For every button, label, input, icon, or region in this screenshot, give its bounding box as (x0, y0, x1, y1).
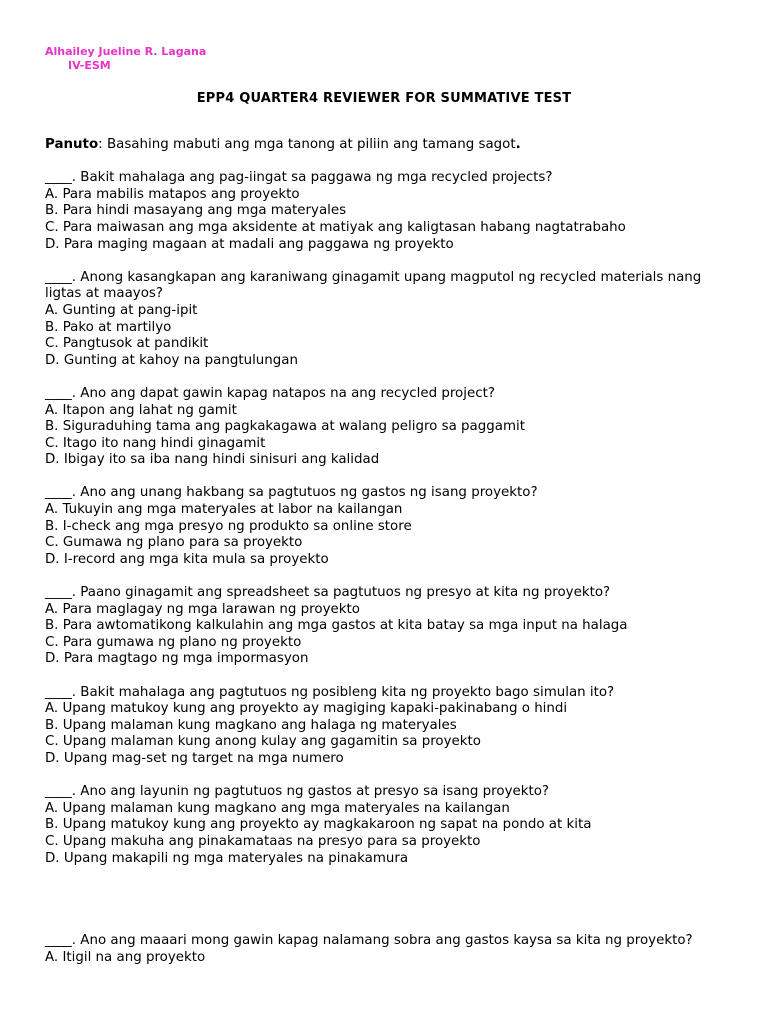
question-stem: ____. Ano ang unang hakbang sa pagtutuos ng gastos ng isang proyekto? (45, 485, 538, 501)
choice-a: A. Para maglagay ng mga larawan ng proyekto (45, 601, 360, 617)
choice-d: D. Para maging magaan at madali ang paggawa ng proyekto (45, 236, 454, 252)
author-block (45, 45, 206, 73)
question-stem: ____. Ano ang layunin ng pagtutuos ng gastos at presyo sa isang proyekto? (45, 784, 550, 800)
question-stem: ____. Paano ginagamit ang spreadsheet sa pagtutuos ng presyo at kita ng proyekto? (45, 585, 611, 601)
document-body (45, 137, 735, 983)
author-grade: IV-ESM (68, 59, 111, 72)
choice-c: C. Gumawa ng plano para sa proyekto (45, 535, 303, 551)
choice-a: A. Gunting at pang-ipit (45, 302, 198, 318)
question-stem: ____. Ano ang maaari mong gawin kapag nalamang sobra ang gastos kaysa sa kita ng proyekto? (45, 933, 693, 949)
question-2 (45, 270, 735, 370)
instructions-label: Panuto (45, 137, 99, 152)
question-stem: ____. Bakit mahalaga ang pag-iingat sa paggawa ng mga recycled projects? (45, 170, 553, 186)
choice-b: B. Siguraduhing tama ang pagkakagawa at walang peligro sa paggamit (45, 419, 525, 435)
choice-b: B. Para awtomatikong kalkulahin ang mga gastos at kita batay sa mga input na halaga (45, 618, 628, 634)
author-name: Alhailey Jueline R. Lagana (45, 45, 207, 58)
choice-c: C. Para maiwasan ang mga aksidente at matiyak ang kaligtasan habang nagtatrabaho (45, 219, 626, 235)
choice-d: D. Upang makapili ng mga materyales na pinakamura (45, 850, 409, 866)
choice-a: A. Itapon ang lahat ng gamit (45, 402, 237, 418)
choice-c: C. Itago ito nang hindi ginagamit (45, 435, 266, 451)
document-title: EPP4 QUARTER4 REVIEWER FOR SUMMATIVE TEST (196, 91, 572, 106)
question-6 (45, 685, 735, 768)
instructions (45, 137, 735, 154)
question-stem: ____. Anong kasangkapan ang karaniwang ginagamit upang magputol ng recycled materials nang ligtas at maayos? (45, 269, 706, 302)
choice-b: B. Para hindi masayang ang mga materyales (45, 203, 347, 219)
question-7 (45, 784, 735, 867)
choice-d: D. Para magtago ng mga impormasyon (45, 651, 309, 667)
instructions-text: : Basahing mabuti ang mga tanong at piliin ang tamang sagot (98, 137, 516, 152)
choice-d: D. Ibigay ito sa iba nang hindi sinisuri ang kalidad (45, 452, 380, 468)
choice-d: D. Upang mag-set ng target na mga numero (45, 750, 344, 766)
instructions-end: . (515, 137, 521, 152)
choice-a: A. Itigil na ang proyekto (45, 949, 206, 965)
question-stem: ____. Bakit mahalaga ang pagtutuos ng posibleng kita ng proyekto bago simulan ito? (45, 684, 615, 700)
choice-b: B. Upang matukoy kung ang proyekto ay magkakaroon ng sapat na pondo at kita (45, 817, 592, 833)
question-8 (45, 933, 735, 966)
question-5 (45, 585, 735, 668)
choice-a: A. Upang malaman kung magkano ang mga materyales na kailangan (45, 800, 510, 816)
choice-a: A. Upang matukoy kung ang proyekto ay magiging kapaki-pakinabang o hindi (45, 701, 568, 717)
question-3 (45, 386, 735, 469)
question-1 (45, 170, 735, 253)
choice-a: A. Para mabilis matapos ang proyekto (45, 186, 300, 202)
choice-c: C. Pangtusok at pandikit (45, 336, 209, 352)
choice-b: B. Upang malaman kung magkano ang halaga ng materyales (45, 717, 457, 733)
choice-d: D. Gunting at kahoy na pangtulungan (45, 352, 298, 368)
choice-d: D. I-record ang mga kita mula sa proyekto (45, 551, 329, 567)
question-stem: ____. Ano ang dapat gawin kapag natapos na ang recycled project? (45, 385, 495, 401)
choice-c: C. Para gumawa ng plano ng proyekto (45, 634, 302, 650)
choice-a: A. Tukuyin ang mga materyales at labor na kailangan (45, 502, 403, 518)
choice-c: C. Upang malaman kung anong kulay ang gagamitin sa proyekto (45, 734, 481, 750)
choice-b: B. I-check ang mga presyo ng produkto sa online store (45, 518, 412, 534)
choice-b: B. Pako at martilyo (45, 319, 172, 335)
question-4 (45, 485, 735, 568)
choice-c: C. Upang makuha ang pinakamataas na presyo para sa proyekto (45, 833, 481, 849)
